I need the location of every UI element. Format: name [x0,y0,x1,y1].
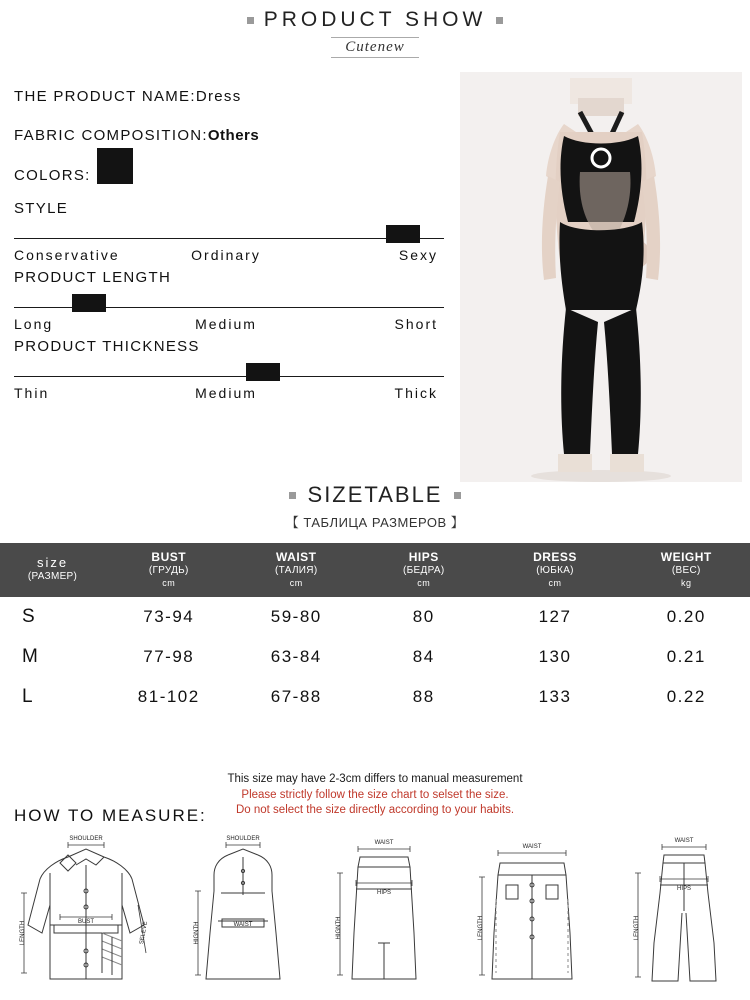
product-name-label: THE PRODUCT NAME: [14,88,196,105]
how-to-measure-title: HOW TO MEASURE: [14,806,207,825]
col-hips [360,543,488,597]
denim-skirt-label-length: LENGTH [478,915,484,941]
product-name-value: Dress [195,88,242,105]
cell-bust: 81-102 [137,686,200,706]
figure-skirt [330,833,440,1000]
brand-wrap [0,37,750,58]
cell-size: M [22,645,38,667]
table-row [0,637,750,677]
col-size-name: size [36,555,69,570]
cell-dress: 130 [538,646,572,666]
col-dress [488,543,623,597]
scale-line [14,376,444,377]
color-swatch-black[interactable] [97,148,133,184]
cell-waist: 63-84 [270,646,322,666]
col-bust-name: BUST [151,550,187,564]
table-header-row [0,543,750,597]
scale-thickness-label-2: Thick [394,385,438,401]
sizetable-header [0,482,750,531]
page-title: PRODUCT SHOW [263,8,487,31]
col-waist-sub: (ТАЛИЯ) [275,565,318,576]
product-name-line [14,88,444,105]
cell-waist: 59-80 [270,606,322,626]
scale-thickness-marker [246,363,280,381]
col-hips-sub: (БЕДРА) [403,565,445,576]
fabric-line [14,127,444,144]
scale-thickness [14,338,444,401]
colors-label: COLORS: [14,166,91,184]
table-row [0,597,750,637]
scale-length-bar [14,294,444,314]
col-hips-name: HIPS [408,550,439,564]
scale-length-label-0: Long [14,316,54,332]
scale-style-title: STYLE [14,200,69,217]
square-bullet-icon [247,17,254,24]
scale-style-label-1: Ordinary [191,247,261,263]
skirt-label-hignth: HIGNTH [336,916,342,940]
sizetable-title: SIZETABLE [307,482,443,507]
scale-thickness-label-1: Medium [195,385,257,401]
skirt-diagram-icon [330,833,440,995]
col-weight-unit: kg [680,577,692,588]
shirt-diagram-icon [16,833,156,995]
square-bullet-icon [496,17,503,24]
page-header [0,0,750,62]
cell-hips: 88 [412,686,435,706]
cell-weight: 0.20 [666,606,706,626]
scale-thickness-bar [14,363,444,383]
colors-row [14,166,444,184]
figure-shirt [16,833,156,1000]
pants-label-hips: HIPS [676,886,692,892]
scale-style-label-2: Sexy [398,247,438,263]
header-title-row [0,0,750,32]
col-dress-sub: (ЮБКА) [536,565,574,576]
size-table [0,543,750,717]
col-size [0,543,105,597]
cell-dress: 127 [538,606,572,626]
shirt-label-length: LENGTH [20,920,26,946]
col-size-sub: (РАЗМЕР) [27,571,78,583]
figure-pants [624,833,734,1000]
scale-thickness-title: PRODUCT THICKNESS [14,338,200,355]
scale-style-labels [14,247,444,263]
product-photo-illustration [460,72,742,482]
denim-skirt-label-waist: WAIST [522,844,542,850]
dress-diagram-icon [188,833,298,995]
size-note-2: Do not select the size directly according to your habits. [235,804,515,817]
col-dress-unit: cm [548,577,562,588]
col-waist-name: WAIST [276,550,317,564]
cell-size: L [22,685,33,707]
col-waist [233,543,361,597]
skirt-label-waist: WAIST [374,840,394,846]
col-dress-name: DRESS [533,550,577,564]
scale-thickness-label-0: Thin [14,385,50,401]
scale-style-label-0: Conservative [14,247,120,263]
how-to-measure-figures [0,832,750,1000]
col-bust [105,543,233,597]
product-photo [460,72,742,482]
col-weight-sub: (ВЕС) [671,565,701,576]
shirt-label-sleeve: SELEVE [139,920,149,945]
dress-label-shoulder: SHOULDER [226,836,260,842]
fabric-value: Others [207,127,260,144]
col-weight-name: WEIGHT [660,550,712,564]
square-bullet-icon [454,492,461,499]
scale-length-label-2: Short [394,316,438,332]
scale-thickness-labels [14,385,444,401]
skirt-label-hips: HIPS [376,890,392,896]
scale-length-marker [72,294,106,312]
sizetable-title-row [0,482,750,508]
size-table-head [0,543,750,597]
scale-style-bar [14,225,444,245]
table-row [0,677,750,717]
size-table-body [0,597,750,717]
square-bullet-icon [289,492,296,499]
cell-bust: 73-94 [143,606,195,626]
product-info [14,88,444,407]
col-bust-unit: cm [162,577,176,588]
cell-weight: 0.21 [666,646,706,666]
pants-label-length: LENGTH [634,915,640,941]
col-waist-unit: cm [289,577,303,588]
scale-length-labels [14,316,444,332]
cell-size: S [22,605,35,627]
scale-style-marker [386,225,420,243]
cell-dress: 133 [538,686,572,706]
sizetable-subtitle: 【 ТАБЛИЦА РАЗМЕРОВ 】 [285,515,465,530]
dress-label-waist: WAIST [233,922,253,928]
cell-weight: 0.22 [666,686,706,706]
dress-label-hignth: HIGNTH [194,921,200,945]
cell-hips: 84 [412,646,435,666]
scale-length-title: PRODUCT LENGTH [14,269,172,286]
size-note-0: This size may have 2-3cm differs to manual measurement [227,773,523,785]
size-note-1: Please strictly follow the size chart to selset the size. [241,788,509,801]
pants-label-waist: WAIST [674,838,694,844]
col-weight [623,543,750,597]
fabric-label: FABRIC COMPOSITION: [14,127,208,144]
col-bust-sub: (ГРУДЬ) [148,565,189,576]
scale-style [14,200,444,263]
shirt-label-shoulder: SHOULDER [69,836,103,842]
cell-bust: 77-98 [143,646,195,666]
figure-denim-skirt [472,833,592,1000]
figure-dress [188,833,298,1000]
scale-length [14,269,444,332]
denim-skirt-diagram-icon [472,833,592,995]
cell-hips: 80 [412,606,435,626]
pants-diagram-icon [624,833,734,995]
col-hips-unit: cm [417,577,431,588]
shirt-label-bust: BUST [77,919,95,925]
scale-length-label-1: Medium [195,316,257,332]
scale-line [14,238,444,239]
cell-waist: 67-88 [270,686,322,706]
brand-name: Cutenew [331,37,419,58]
